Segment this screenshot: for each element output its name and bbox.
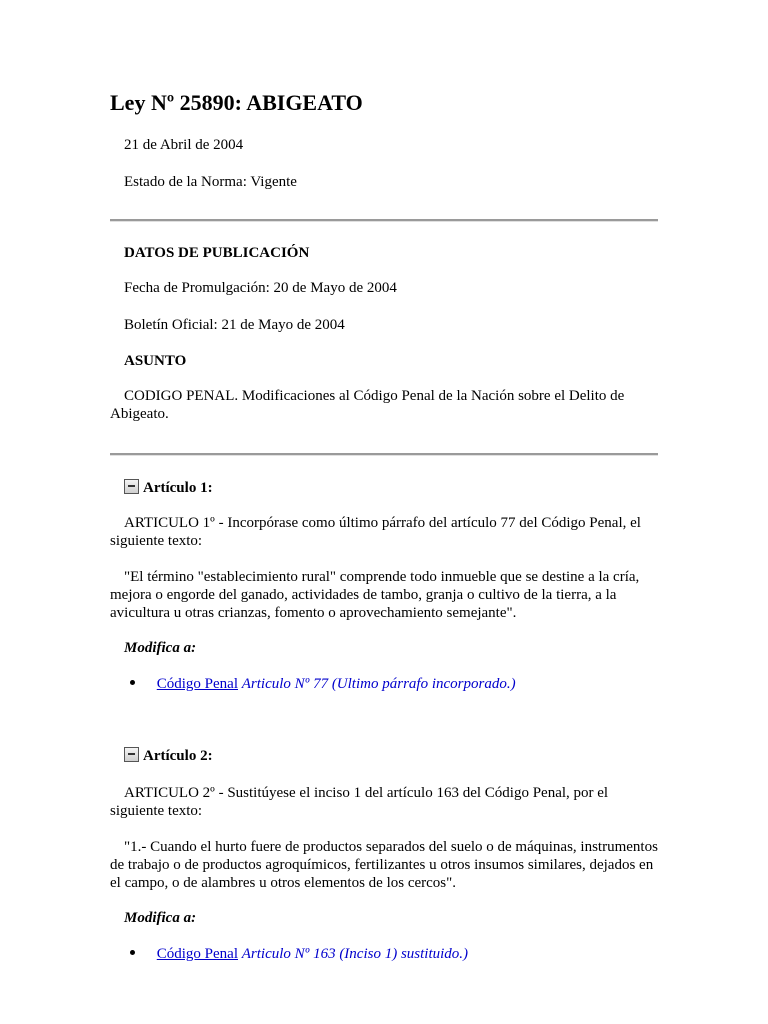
article-heading-label: Artículo 2: (143, 748, 213, 764)
collapse-icon[interactable] (124, 747, 139, 762)
article-2-body: ARTICULO 2º - Sustitúyese el inciso 1 del artículo 163 del Código Penal, por el siguiente texto: (110, 785, 609, 819)
article-1-heading (124, 479, 213, 497)
subject-text: CODIGO PENAL. Modificaciones al Código Penal de la Nación sobre el Delito de Abigeato. (110, 388, 625, 422)
codigo-penal-link[interactable]: Código Penal (156, 676, 238, 692)
promulgation-date: Fecha de Promulgación: 20 de Mayo de 2004 (124, 280, 397, 296)
article-1-modifies-label: Modifica a: (124, 640, 197, 656)
bullet-icon (130, 950, 135, 955)
bulletin-date: Boletín Oficial: 21 de Mayo de 2004 (124, 317, 345, 333)
article-ref: Articulo Nº 163 (Inciso 1) sustituido.) (241, 946, 469, 962)
article-1-quote: "El término "establecimiento rural" comprende todo inmueble que se destine a la cría, mejora o engorde del ganado, actividades de tambo, granja o cultivo de la tierra, a la avicultura u otras crianzas, fomento o aprovechamiento semejante". (110, 569, 640, 621)
article-2-reference (130, 946, 468, 963)
publication-heading: DATOS DE PUBLICACIÓN (124, 245, 310, 261)
law-status: Estado de la Norma: Vigente (124, 174, 297, 190)
collapse-icon[interactable] (124, 479, 139, 494)
article-1-reference (130, 676, 516, 693)
law-date: 21 de Abril de 2004 (124, 137, 244, 153)
divider (110, 219, 658, 222)
article-2-quote: "1.- Cuando el hurto fuere de productos separados del suelo o de máquinas, instrumentos de trabajo o de productos agroquímicos, fertilizantes u otros insumos similares, dejados en el campo, o de alambres u otros elementos de los cercos". (110, 839, 658, 891)
subject-heading: ASUNTO (124, 353, 187, 369)
divider (110, 453, 658, 456)
article-heading-label: Artículo 1: (143, 480, 213, 496)
codigo-penal-link[interactable]: Código Penal (156, 946, 238, 962)
article-ref: Articulo Nº 77 (Ultimo párrafo incorporado.) (241, 676, 516, 692)
article-1-body: ARTICULO 1º - Incorpórase como último párrafo del artículo 77 del Código Penal, el siguiente texto: (110, 515, 641, 549)
article-2-modifies-label: Modifica a: (124, 910, 197, 926)
bullet-icon (130, 680, 135, 685)
article-2-heading (124, 747, 213, 765)
page-title: Ley Nº 25890: ABIGEATO (110, 90, 363, 115)
